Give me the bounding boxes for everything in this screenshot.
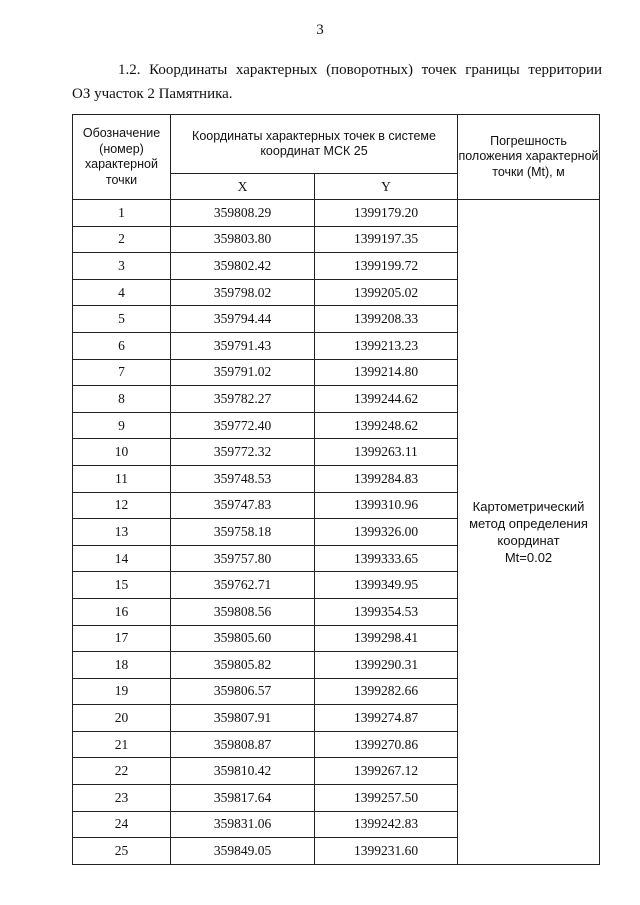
point-number-cell: 23 — [73, 785, 171, 812]
x-coordinate-cell: 359791.43 — [171, 332, 315, 359]
table-body — [73, 200, 600, 865]
x-coordinate-cell: 359798.02 — [171, 279, 315, 306]
y-coordinate-cell: 1399310.96 — [315, 492, 458, 519]
x-coordinate-cell: 359810.42 — [171, 758, 315, 785]
y-coordinate-cell: 1399263.11 — [315, 439, 458, 466]
y-coordinate-cell: 1399267.12 — [315, 758, 458, 785]
x-coordinate-cell: 359772.40 — [171, 412, 315, 439]
section-heading — [72, 58, 602, 106]
point-number-cell: 15 — [73, 572, 171, 599]
x-coordinate-cell: 359805.60 — [171, 625, 315, 652]
y-coordinate-cell: 1399354.53 — [315, 598, 458, 625]
point-number-cell: 8 — [73, 386, 171, 413]
y-coordinate-cell: 1399326.00 — [315, 519, 458, 546]
x-coordinate-cell: 359808.87 — [171, 731, 315, 758]
point-number-cell: 19 — [73, 678, 171, 705]
x-coordinate-cell: 359782.27 — [171, 386, 315, 413]
y-header: Y — [315, 174, 458, 200]
table-row — [73, 200, 600, 227]
point-number-header: Обозначение (номер) характерной точки — [73, 115, 171, 200]
point-number-cell: 2 — [73, 226, 171, 253]
y-coordinate-cell: 1399248.62 — [315, 412, 458, 439]
y-coordinate-cell: 1399270.86 — [315, 731, 458, 758]
point-number-cell: 25 — [73, 838, 171, 865]
x-coordinate-cell: 359747.83 — [171, 492, 315, 519]
heading-line-1: 1.2. Координаты характерных (поворотных) точек границы территории — [118, 62, 602, 78]
accuracy-header: Погрешность положения характерной точки (Mt), м — [458, 115, 600, 200]
y-coordinate-cell: 1399197.35 — [315, 226, 458, 253]
point-number-cell: 9 — [73, 412, 171, 439]
coordinates-table — [72, 114, 600, 865]
table-header — [73, 115, 600, 200]
x-coordinate-cell: 359803.80 — [171, 226, 315, 253]
point-number-cell: 3 — [73, 253, 171, 280]
x-header: X — [171, 174, 315, 200]
y-coordinate-cell: 1399205.02 — [315, 279, 458, 306]
y-coordinate-cell: 1399199.72 — [315, 253, 458, 280]
point-number-cell: 24 — [73, 811, 171, 838]
x-coordinate-cell: 359849.05 — [171, 838, 315, 865]
point-number-cell: 22 — [73, 758, 171, 785]
point-number-cell: 14 — [73, 545, 171, 572]
y-coordinate-cell: 1399242.83 — [315, 811, 458, 838]
x-coordinate-cell: 359772.32 — [171, 439, 315, 466]
x-coordinate-cell: 359791.02 — [171, 359, 315, 386]
y-coordinate-cell: 1399179.20 — [315, 200, 458, 227]
x-coordinate-cell: 359748.53 — [171, 465, 315, 492]
point-number-cell: 18 — [73, 652, 171, 679]
method-line: метод определения — [469, 515, 588, 531]
y-coordinate-cell: 1399274.87 — [315, 705, 458, 732]
y-coordinate-cell: 1399298.41 — [315, 625, 458, 652]
point-number-cell: 11 — [73, 465, 171, 492]
point-number-cell: 4 — [73, 279, 171, 306]
x-coordinate-cell: 359806.57 — [171, 678, 315, 705]
y-coordinate-cell: 1399208.33 — [315, 306, 458, 333]
method-line: Картометрический — [472, 498, 585, 514]
x-coordinate-cell: 359805.82 — [171, 652, 315, 679]
y-coordinate-cell: 1399284.83 — [315, 465, 458, 492]
page-number: 3 — [316, 22, 324, 38]
method-line: Mt=0.02 — [504, 549, 553, 565]
point-number-cell: 12 — [73, 492, 171, 519]
point-number-cell: 21 — [73, 731, 171, 758]
x-coordinate-cell: 359758.18 — [171, 519, 315, 546]
point-number-cell: 17 — [73, 625, 171, 652]
y-coordinate-cell: 1399244.62 — [315, 386, 458, 413]
x-coordinate-cell: 359762.71 — [171, 572, 315, 599]
point-number-cell: 7 — [73, 359, 171, 386]
accuracy-method-cell — [458, 200, 600, 865]
point-number-cell: 5 — [73, 306, 171, 333]
x-coordinate-cell: 359831.06 — [171, 811, 315, 838]
y-coordinate-cell: 1399213.23 — [315, 332, 458, 359]
x-coordinate-cell: 359802.42 — [171, 253, 315, 280]
y-coordinate-cell: 1399231.60 — [315, 838, 458, 865]
point-number-cell: 16 — [73, 598, 171, 625]
heading-line-2: ОЗ участок 2 Памятника. — [72, 86, 233, 102]
x-coordinate-cell: 359807.91 — [171, 705, 315, 732]
coordinates-header: Координаты характерных точек в системе координат МСК 25 — [171, 115, 458, 174]
method-line: координат — [497, 532, 560, 548]
x-coordinate-cell: 359757.80 — [171, 545, 315, 572]
y-coordinate-cell: 1399257.50 — [315, 785, 458, 812]
y-coordinate-cell: 1399349.95 — [315, 572, 458, 599]
point-number-cell: 13 — [73, 519, 171, 546]
x-coordinate-cell: 359794.44 — [171, 306, 315, 333]
point-number-cell: 10 — [73, 439, 171, 466]
y-coordinate-cell: 1399214.80 — [315, 359, 458, 386]
y-coordinate-cell: 1399333.65 — [315, 545, 458, 572]
x-coordinate-cell: 359808.56 — [171, 598, 315, 625]
y-coordinate-cell: 1399290.31 — [315, 652, 458, 679]
x-coordinate-cell: 359817.64 — [171, 785, 315, 812]
y-coordinate-cell: 1399282.66 — [315, 678, 458, 705]
point-number-cell: 1 — [73, 200, 171, 227]
point-number-cell: 20 — [73, 705, 171, 732]
point-number-cell: 6 — [73, 332, 171, 359]
x-coordinate-cell: 359808.29 — [171, 200, 315, 227]
